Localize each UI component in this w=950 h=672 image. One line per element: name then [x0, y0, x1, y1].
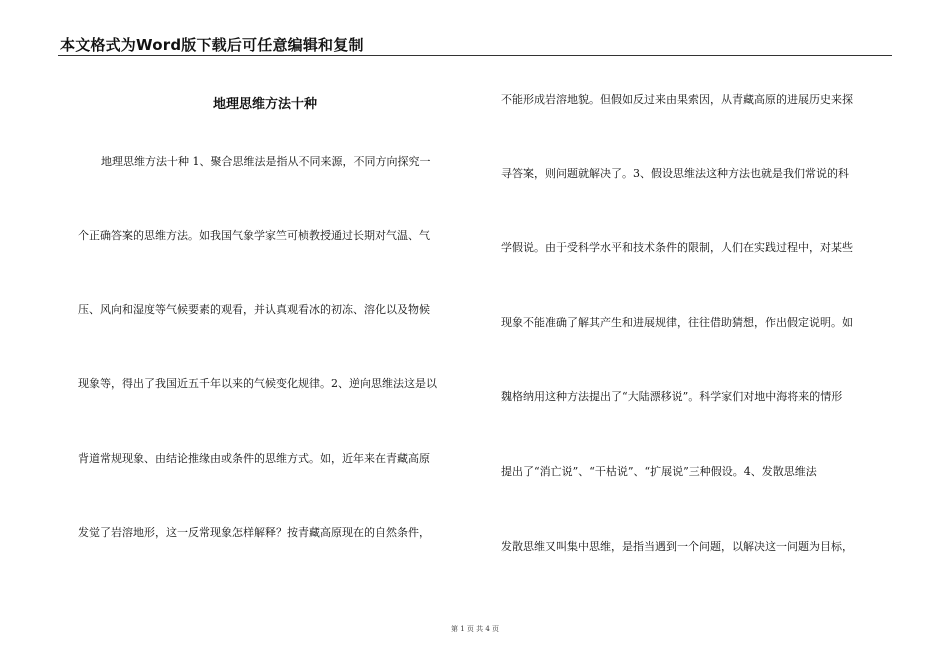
- paragraph-line: 魏格纳用这种方法提出了“大陆漂移说”。科学家们对地中海将来的情形: [501, 390, 843, 403]
- paragraph-line: 现象不能准确了解其产生和进展规律，往往借助猜想，作出假定说明。如: [501, 316, 853, 329]
- paragraph-line: 压、风向和湿度等气候要素的观看，并认真观看冰的初冻、溶化以及物候: [78, 303, 430, 316]
- paragraph-line: 学假说。由于受科学水平和技术条件的限制，人们在实践过程中，对某些: [501, 241, 853, 254]
- paragraph-line: 个正确答案的思维方法。如我国气象学家竺可桢教授通过长期对气温、气: [78, 229, 430, 242]
- paragraph-line: 发觉了岩溶地形，这一反常现象怎样解释？按青藏高原现在的自然条件，: [78, 526, 430, 539]
- document-title: 地理思维方法十种: [212, 97, 317, 112]
- paragraph-line: 地理思维方法十种 1、聚合思维法是指从不同来源，不同方向探究一: [101, 155, 431, 168]
- page-number: 第 1 页 共 4 页: [450, 625, 500, 633]
- header-divider: [58, 55, 892, 56]
- paragraph-line: 现象等，得出了我国近五千年以来的气候变化规律。2、逆向思维法这是以: [78, 377, 437, 390]
- paragraph-line: 寻答案，则问题就解决了。3、假设思维法这种方法也就是我们常说的科: [501, 167, 849, 180]
- page-header: 本文格式为Word版下载后可任意编辑和复制: [60, 36, 364, 54]
- paragraph-line: 背道常规现象、由结论推缘由或条件的思维方式。如，近年来在青藏高原: [78, 452, 430, 465]
- paragraph-line: 不能形成岩溶地貌。但假如反过来由果索因，从青藏高原的进展历史来探: [501, 93, 853, 106]
- paragraph-line: 发散思维又叫集中思维，是指当遇到一个问题，以解决这一问题为目标，: [501, 540, 853, 553]
- paragraph-line: 提出了“消亡说”、“干枯说”、“扩展说”三种假设。4、发散思维法: [501, 465, 817, 478]
